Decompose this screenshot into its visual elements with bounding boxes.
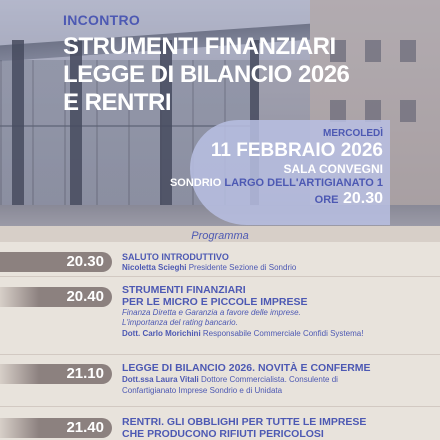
item-speaker-line [122,374,371,385]
event-weekday: MERCOLEDÌ [323,128,383,139]
speaker-name: Dott.ssa Laura Vitali [122,375,199,384]
item-speaker-line [122,328,363,339]
item-details [122,416,366,440]
speaker-name: Nicoletta Scieghi [122,263,187,272]
item-title: SALUTO INTRODUTTIVO [122,252,229,262]
item-title-line-1: RENTRI. GLI OBBLIGHI PER TUTTE LE IMPRESE [122,416,367,428]
item-details [122,284,363,339]
time-label: 21.10 [66,365,104,382]
event-time-value: 20.30 [342,190,383,207]
time-badge [0,287,112,307]
time-badge [0,364,112,384]
item-title-line-2: PER LE MICRO E PICCOLE IMPRESE [122,296,308,308]
program-section [0,226,440,440]
title-line-3: E RENTRI [63,89,172,116]
program-heading-bar [0,226,440,242]
speaker-name: Dott. Carlo Morichini [122,329,201,338]
event-date: 11 FEBBRAIO 2026 [210,140,383,161]
item-details [122,252,296,273]
item-speaker-line [122,262,296,273]
item-title-line-2: CHE PRODUCONO RIFIUTI PERICOLOSI [122,428,324,440]
item-details [122,362,371,396]
item-title: LEGGE DI BILANCIO 2026. NOVITÀ E CONFERME [122,362,371,374]
speaker-role: Presidente Sezione di Sondrio [188,263,297,272]
item-subtitle-1: Finanza Diretta e Garanzia a favore delle imprese. [122,308,301,317]
program-heading: Programma [191,230,249,242]
time-label: 20.40 [66,288,104,305]
time-badge [0,418,112,438]
time-badge [0,252,112,272]
divider [0,354,440,355]
title-line-1: STRUMENTI FINANZIARI [63,33,336,60]
event-location [170,177,383,189]
event-time [315,190,383,208]
event-time-label: ORE [314,194,339,206]
speaker-role: Responsabile Commerciale Confidi Systema! [202,329,364,338]
item-title-line-1: STRUMENTI FINANZIARI [122,284,246,296]
event-city: SONDRIO [169,177,222,189]
speaker-role: Dottore Commercialista. Consulente di [201,375,338,384]
item-subtitle-2: L'importanza del rating bancario. [122,318,238,327]
time-label: 20.30 [66,253,104,270]
event-address: LARGO DELL'ARTIGIANATO 1 [224,177,383,189]
event-venue: SALA CONVEGNI [283,162,383,176]
kicker-label: INCONTRO [63,12,141,28]
page-title [63,33,349,117]
title-line-2: LEGGE DI BILANCIO 2026 [63,61,350,88]
time-label: 21.40 [66,419,104,436]
divider [0,276,440,277]
speaker-role-line-2: Confartigianato Imprese Sondrio e di Unidata [122,386,283,395]
divider [0,406,440,407]
